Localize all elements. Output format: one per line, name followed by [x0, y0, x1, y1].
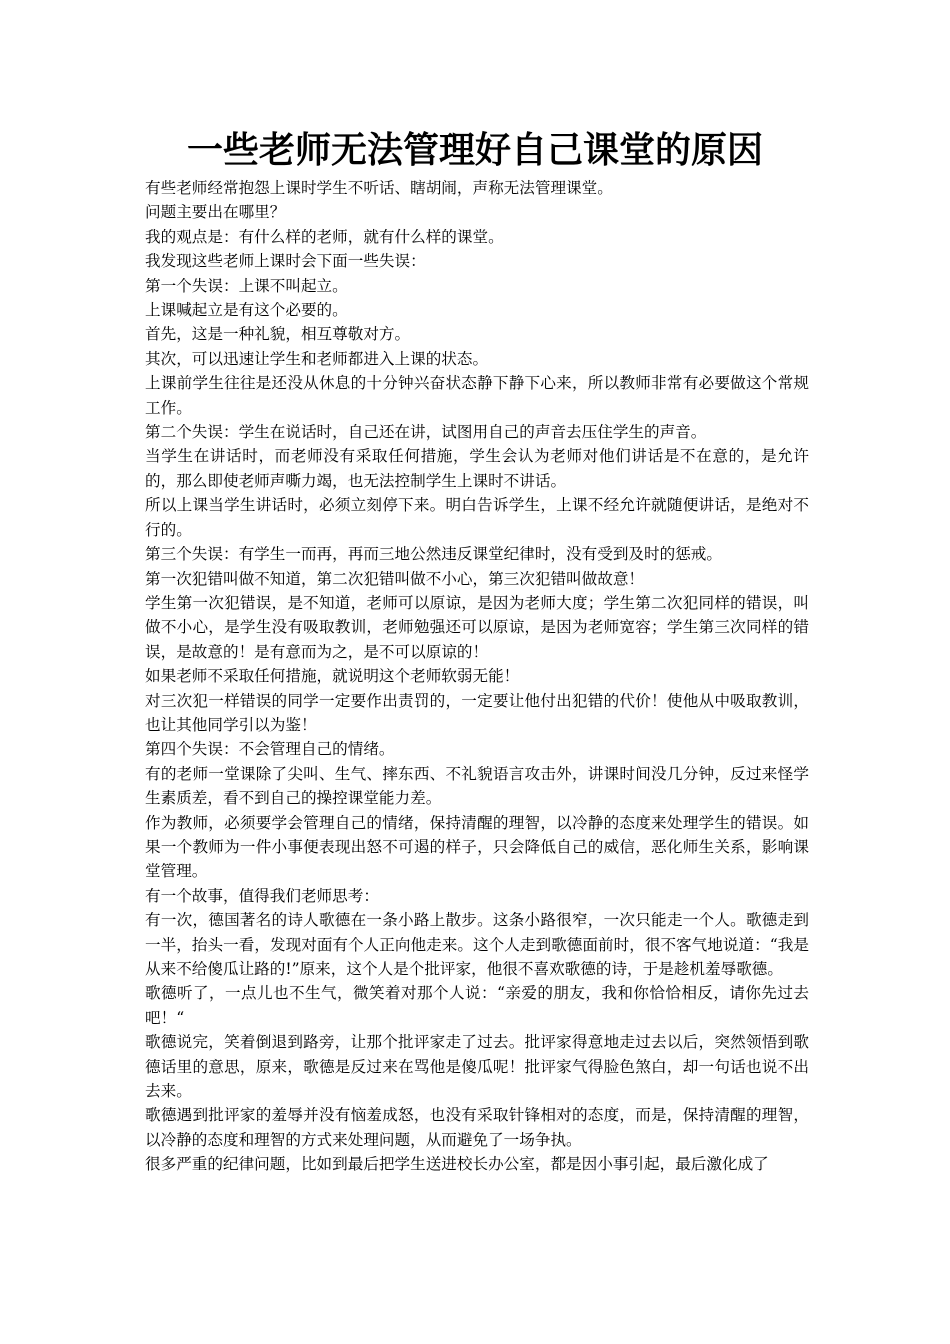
- paragraph: 学生第一次犯错误，是不知道，老师可以原谅，是因为老师大度；学生第二次犯同样的错误，叫做不小心，是学生没有吸取教训，老师勉强还可以原谅，是因为老师宽容；学生第三次同样的错误，是故意的！是有意而为之，是不可以原谅的！: [145, 593, 809, 661]
- paragraph: 第一个失误：上课不叫起立。: [145, 276, 348, 295]
- paragraph: 我的观点是：有什么样的老师，就有什么样的课堂。: [145, 227, 504, 246]
- paragraph: 第四个失误：不会管理自己的情绪。: [145, 740, 395, 759]
- paragraph: 上课前学生往往是还没从休息的十分钟兴奋状态静下静下心来，所以教师非常有必要做这个常规工作。: [145, 374, 809, 417]
- paragraph: 当学生在讲话时，而老师没有采取任何措施，学生会认为老师对他们讲话是不在意的，是允许的，那么即使老师声嘶力竭，也无法控制学生上课时不讲话。: [145, 447, 809, 490]
- paragraph: 第三个失误：有学生一而再，再而三地公然违反课堂纪律时，没有受到及时的惩戒。: [145, 545, 722, 564]
- document-body: [145, 176, 809, 1177]
- paragraph: 作为教师，必须要学会管理自己的情绪，保持清醒的理智，以冷静的态度来处理学生的错误。如果一个教师为一件小事便表现出怒不可遏的样子，只会降低自己的威信，恶化师生关系，影响课堂管理。: [145, 813, 809, 881]
- paragraph: 有些老师经常抱怨上课时学生不听话、瞎胡闹，声称无法管理课堂。: [145, 179, 613, 197]
- paragraph: 很多严重的纪律问题，比如到最后把学生送进校长办公室，都是因小事引起，最后激化成了: [145, 1155, 769, 1174]
- paragraph: 上课喊起立是有这个必要的。: [145, 301, 348, 320]
- paragraph: 我发现这些老师上课时会下面一些失误：: [145, 252, 426, 271]
- paragraph: 有的老师一堂课除了尖叫、生气、摔东西、不礼貌语言攻击外，讲课时间没几分钟，反过来怪学生素质差，看不到自己的操控课堂能力差。: [145, 764, 809, 808]
- paragraph: 第一次犯错叫做不知道，第二次犯错叫做不小心，第三次犯错叫做故意！: [145, 569, 645, 588]
- paragraph: 所以上课当学生讲话时，必须立刻停下来。明白告诉学生，上课不经允许就随便讲话，是绝对不行的。: [145, 496, 809, 539]
- paragraph: 问题主要出在哪里？: [145, 203, 286, 222]
- paragraph: 如果老师不采取任何措施，就说明这个老师软弱无能！: [145, 667, 520, 686]
- paragraph: 其次，可以迅速让学生和老师都进入上课的状态。: [145, 349, 489, 368]
- paragraph: 歌德听了，一点儿也不生气，微笑着对那个人说：“亲爱的朋友，我和你恰恰相反，请你先过去吧！“: [145, 984, 809, 1027]
- paragraph: 歌德遇到批评家的羞辱并没有恼羞成怒，也没有采取针锋相对的态度，而是，保持清醒的理智，以冷静的态度和理智的方式来处理问题，从而避免了一场争执。: [145, 1106, 809, 1149]
- document-title: 一些老师无法管理好自己课堂的原因: [186, 129, 763, 171]
- paragraph: 有一次，德国著名的诗人歌德在一条小路上散步。这条小路很窄，一次只能走一个人。歌德走到一半，抬头一看，发现对面有个人正向他走来。这个人走到歌德面前时，很不客气地说道：“我是从来不给傻瓜让路的!”原来，这个人是个批评家，他很不喜欢歌德的诗，于是趁机羞辱歌德。: [145, 911, 809, 978]
- paragraph: 第二个失误：学生在说话时，自己还在讲，试图用自己的声音去压住学生的声音。: [145, 423, 707, 442]
- paragraph: 对三次犯一样错误的同学一定要作出责罚的，一定要让他付出犯错的代价！使他从中吸取教训，也让其他同学引以为鉴！: [145, 691, 809, 734]
- paragraph: 首先，这是一种礼貌，相互尊敬对方。: [145, 325, 411, 344]
- paragraph: 有一个故事，值得我们老师思考：: [145, 886, 379, 905]
- paragraph: 歌德说完，笑着倒退到路旁，让那个批评家走了过去。批评家得意地走过去以后，突然领悟到歌德话里的意思，原来，歌德是反过来在骂他是傻瓜呢！批评家气得脸色煞白，却一句话也说不出去来。: [145, 1033, 809, 1101]
